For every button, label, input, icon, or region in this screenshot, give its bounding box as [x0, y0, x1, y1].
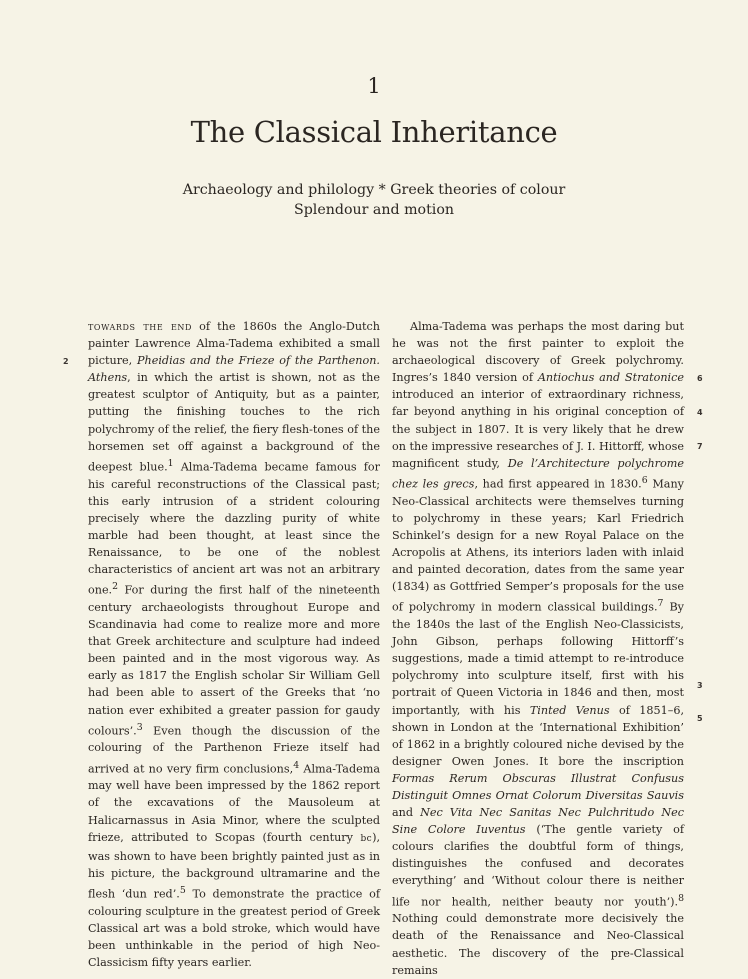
subtitle-line-1: Archaeology and philology * Greek theories of colour [182, 182, 566, 198]
chapter-number: 1 [367, 74, 381, 98]
footnote-ref: 1 [167, 457, 174, 469]
right-column [392, 318, 684, 979]
text-run: Even though the discussion of the colouring of the Parthenon Frieze itself had arrived at no very firm conclusions, [88, 724, 380, 776]
artwork-title: Pheidias and the Frieze of the Parthenon. Athens [88, 354, 380, 385]
text-run: of the 1860s the Anglo-Dutch painter Lawrence Alma-Tadema exhibited a small picture, [88, 320, 380, 368]
text-run: Many Neo-Classical architects were themselves turning to polychromy in these years; Karl Friedrich Schinkel’s design for a new Royal Palace on the Acropolis at Athens, its interiors laden with inlaid and painted decoration, dates from the same year (1834) as Gottfried Semper’s proposals for the use of polychromy in modern classical buildings. [392, 477, 684, 614]
text-run: introduced an interior of extraordinary richness, far beyond anything in his original conception of the subject in 1807. It is very likely that he drew on the impressive researches of J. I. Hittorff, whose magnificent study, [392, 388, 684, 470]
margin-note-number: 3 [697, 681, 703, 690]
text-run: , in which the artist is shown, not as the greatest sculptor of Antiquity, but as a painter, putting the finishing touches to the rich polychromy of the relief, the fiery flesh-tones of the horsemen set off against a background of the deepest blue. [88, 371, 380, 474]
margin-note-number: 6 [697, 374, 703, 383]
text-run: Alma-Tadema became famous for his careful reconstructions of the Classical past; this early intrusion of a strident colouring precisely where the dazzling purity of white marble had been thought, at least since the Renaissance, to be one of the noblest characteristics of ancient art was not an arbitrary one. [88, 460, 380, 597]
footnote-ref: 7 [657, 598, 664, 610]
subtitle-line-2: Splendour and motion [293, 202, 455, 218]
text-run: Alma-Tadema was perhaps the most daring but he was not the first painter to exploit the archaeological discovery of Greek polychromy. Ingres’s 1840 version of [392, 320, 684, 385]
artwork-title: Antiochus and Stratonice [537, 371, 684, 385]
footnote-ref: 2 [112, 581, 119, 593]
era-smallcaps: bc [360, 833, 373, 844]
text-run: (‘The gentle variety of colours clarifies the doubtful form of things, distinguishes the confused and decorates everything’ and ‘Without colour there is neither life nor health, neither beauty nor youth’). [392, 823, 684, 909]
text-run: By the 1840s the last of the English Neo-Classicists, John Gibson, perhaps following Hittorff’s suggestions, made a timid attempt to re-introduce polychromy into sculpture itself, first with his portrait of Queen Victoria in 1846 and then, most importantly, with his [392, 600, 684, 717]
artwork-title: Tinted Venus [529, 703, 610, 717]
chapter-subtitle [0, 180, 748, 220]
margin-note-number: 2 [63, 357, 69, 366]
book-title: De l’Architecture polychrome chez les grecs [392, 456, 684, 491]
text-run: , had first appeared in 1830. [474, 477, 642, 491]
chapter-title: The Classical Inheritance [190, 115, 558, 149]
text-run: Nothing could demonstrate more decisively the death of the Renaissance and Neo-Classical aesthetic. The discovery of the pre-Classical remains [392, 912, 684, 977]
latin-inscription: Nec Vita Nec Sanitas Nec Pulchritudo Nec Sine Colore Iuventus [392, 806, 685, 837]
footnote-ref: 3 [136, 721, 143, 733]
left-column [88, 318, 380, 971]
text-run: For during the first half of the nineteenth century archaeologists throughout Europe and Scandinavia had come to realize more and more that Greek architecture and sculpture had indeed been painted and in the most vigorous way. As early as 1817 the English scholar Sir William Gell had been able to assert of the Greeks that ‘no nation ever exhibited a greater passion for gaudy colours’. [88, 583, 380, 738]
text-run: and [392, 806, 421, 820]
footnote-ref: 8 [678, 892, 684, 904]
margin-note-number: 4 [697, 408, 703, 417]
text-run: of 1851–6, shown in London at the ‘International Exhibition’ of 1862 in a brightly coloured niche devised by the designer Owen Jones. It bore the inscription [392, 703, 684, 768]
text-run: ), was shown to have been brightly painted just as in his picture, the background ultramarine and the flesh ‘dun red’. [88, 830, 380, 901]
left-paragraph [88, 318, 380, 971]
margin-note-number: 5 [697, 714, 703, 723]
latin-inscription: Formas Rerum Obscuras Illustrat Confusus Distinguit Omnes Ornat Colorum Diversitas Sauvis [392, 771, 684, 802]
footnote-ref: 4 [293, 759, 300, 771]
footnote-ref: 5 [179, 884, 186, 896]
opening-smallcaps: towards the end [88, 320, 193, 333]
footnote-ref: 6 [641, 474, 648, 486]
text-run: Alma-Tadema may well have been impressed by the 1862 report of the excavations of the Mausoleum at Halicarnassus in Asia Minor, where the sculpted frieze, attributed to Scopas (fourth century [88, 762, 381, 844]
right-paragraph [392, 318, 684, 979]
text-run: To demonstrate the practice of colouring sculpture in the greatest period of Greek Classical art was a bold stroke, which would have been unthinkable in the period of high Neo-Classicism fifty years earlier. [88, 887, 380, 970]
margin-note-number: 7 [697, 442, 703, 451]
